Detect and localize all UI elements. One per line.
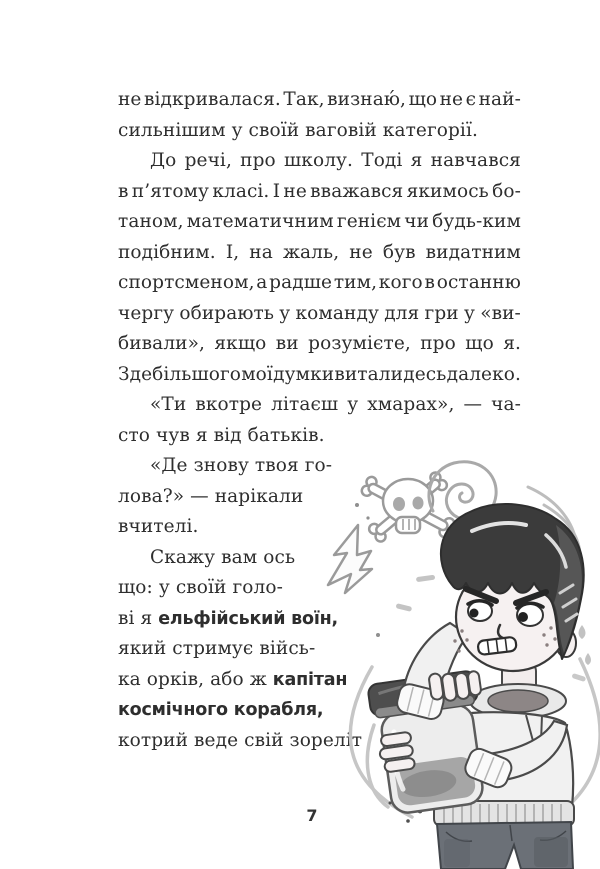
skull-crossbones-icon bbox=[360, 470, 456, 543]
text-line-4: в п’ятому класі. І не вважався якимось бо- bbox=[118, 180, 521, 202]
text-line-16: Скажу вам ось bbox=[150, 546, 296, 568]
head bbox=[441, 504, 584, 671]
text-line-18: ві я ельфійський воїн, bbox=[118, 607, 339, 629]
text-line-15: вчителі. bbox=[118, 516, 199, 537]
text-line-11: «Ти вкотре літаєш у хмарах», — ча- bbox=[150, 394, 521, 415]
page-number: 7 bbox=[306, 806, 318, 825]
text-line-19: який стримує війсь- bbox=[118, 638, 316, 659]
text-line-21: космічного корабля, bbox=[118, 700, 324, 720]
text-line-10: Здебільшого мої думки витали десь далеко. bbox=[118, 363, 521, 385]
text-line-7: спортсменом, а радше тим, кого в останню bbox=[118, 272, 521, 293]
text-line-9: бивали», якщо ви розумієте, про що я. bbox=[118, 333, 521, 354]
text-line-8: чергу обирають у команду для гри у «ви- bbox=[118, 302, 521, 324]
text-line-13: «Де знову твоя го- bbox=[150, 455, 333, 476]
illustration-boy-hugging-jar bbox=[320, 429, 600, 869]
text-line-6: подібним. І, на жаль, не був видатним bbox=[118, 241, 521, 263]
text-line-5: таном, математичним генієм чи будь-ким bbox=[118, 211, 521, 232]
text-line-14: лова?» — нарікали bbox=[118, 485, 304, 507]
text-line-17: що: у своїй голо- bbox=[118, 577, 283, 598]
text-line-2: сильнішим у своїй ваговій категорії. bbox=[118, 119, 478, 141]
text-line-1: не відкривалася. Так, визнаю́, що не є най- bbox=[118, 89, 521, 110]
text-line-12: сто чув я від батьків. bbox=[118, 424, 325, 446]
lightning-bolt-icon bbox=[328, 525, 372, 593]
text-line-22: котрий веде свій зореліт bbox=[118, 729, 363, 751]
text-line-20: ка орків, або ж капітан bbox=[118, 668, 348, 690]
text-line-3: До речі, про школу. Тоді я навчався bbox=[150, 150, 521, 171]
